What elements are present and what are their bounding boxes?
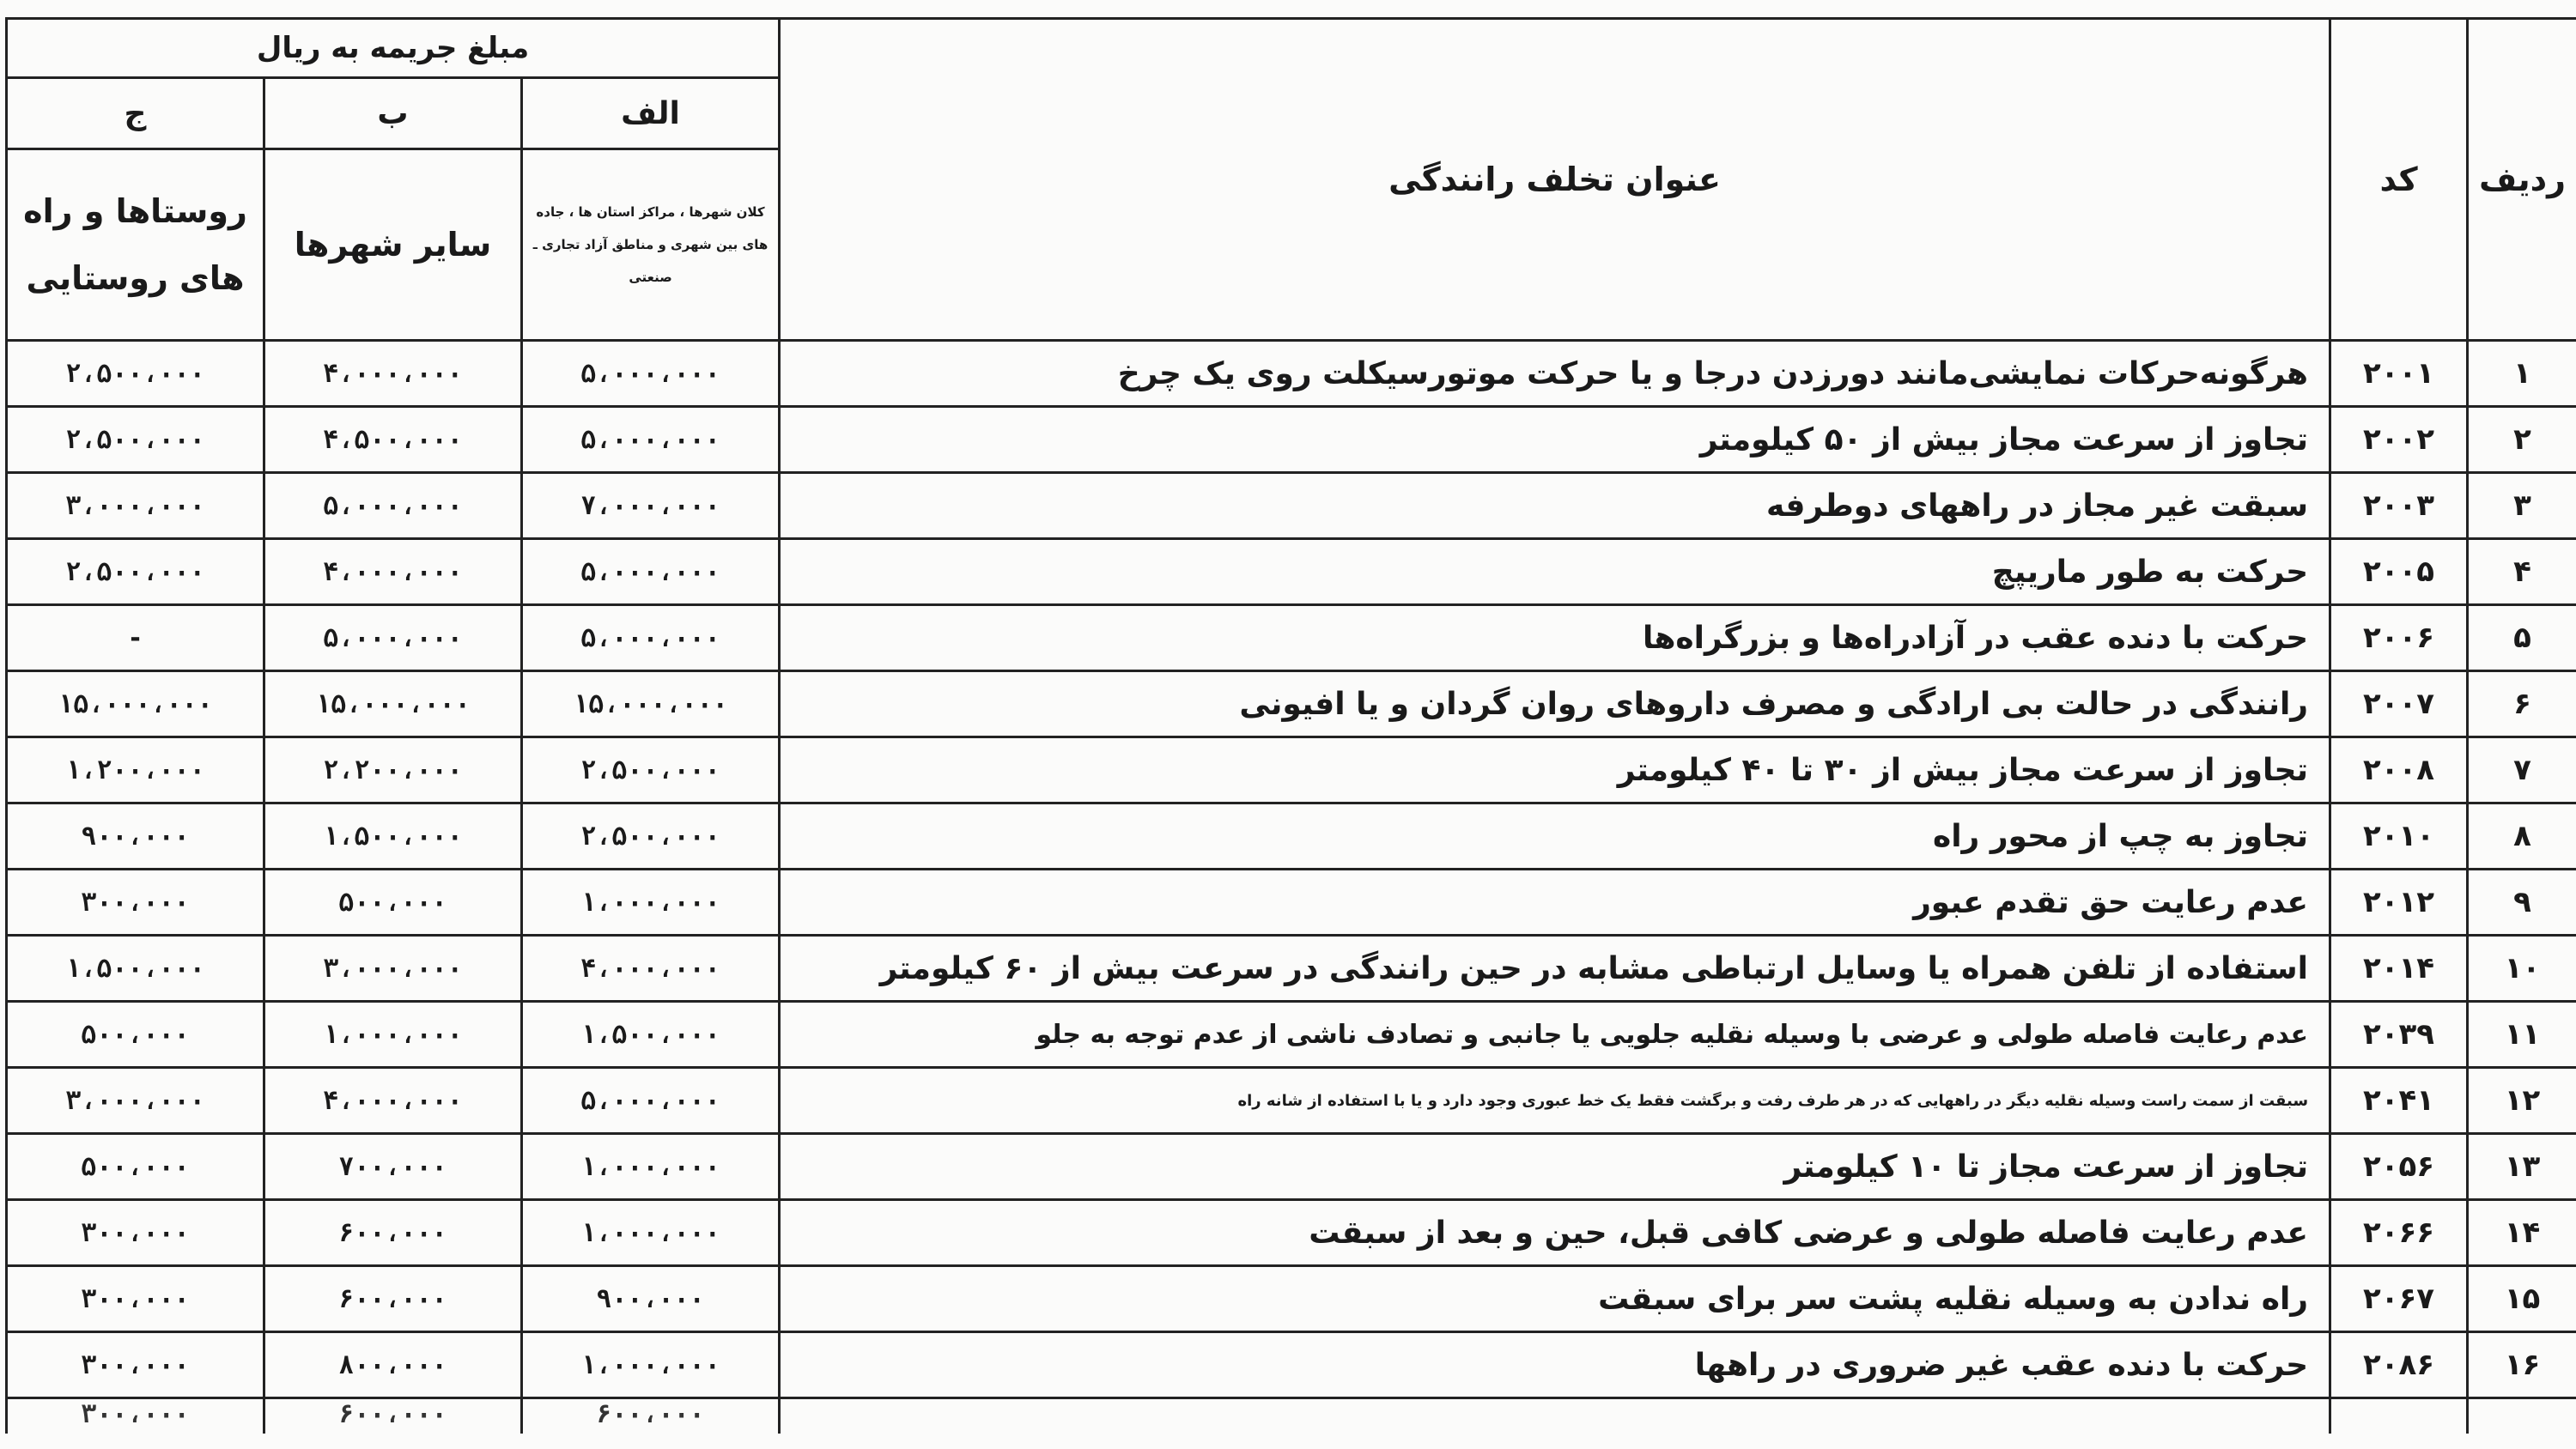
violation-title: تجاوز به چپ از محور راه	[780, 803, 2330, 870]
table-row	[7, 671, 2576, 737]
fine-zone-a: ۵،۰۰۰،۰۰۰	[522, 1068, 780, 1134]
fine-zone-c: ۲،۵۰۰،۰۰۰	[7, 407, 264, 473]
table-row	[7, 341, 2576, 407]
zone-c-letter: ج	[7, 78, 264, 149]
fine-zone-a: ۹۰۰،۰۰۰	[522, 1266, 780, 1332]
row-number: ۱۲	[2468, 1068, 2576, 1134]
violation-code: ۲۰۵۶	[2330, 1134, 2468, 1200]
fine-zone-b: ۴،۰۰۰،۰۰۰	[264, 341, 522, 407]
violation-title: هرگونه‌حرکات نمایشی‌مانند دورزدن درجا و یا حرکت موتورسیکلت روی یک چرخ	[780, 341, 2330, 407]
fine-zone-a: ۵،۰۰۰،۰۰۰	[522, 407, 780, 473]
row-number: ۷	[2468, 737, 2576, 803]
fine-zone-c: ۳۰۰،۰۰۰	[7, 1332, 264, 1398]
fine-zone-b: ۵،۰۰۰،۰۰۰	[264, 605, 522, 671]
row-number: ۱۰	[2468, 936, 2576, 1002]
row-number: ۱۱	[2468, 1002, 2576, 1068]
table-row	[7, 737, 2576, 803]
violation-code: ۲۰۰۲	[2330, 407, 2468, 473]
table-row	[7, 605, 2576, 671]
row-number: ۱۵	[2468, 1266, 2576, 1332]
fine-zone-a: ۲،۵۰۰،۰۰۰	[522, 803, 780, 870]
fine-zone-c: -	[7, 605, 264, 671]
zone-c-label: روستاها و راه های روستایی	[7, 149, 264, 341]
violation-code	[2330, 1398, 2468, 1434]
fine-zone-b: ۶۰۰،۰۰۰	[264, 1200, 522, 1266]
fine-zone-c: ۲،۵۰۰،۰۰۰	[7, 539, 264, 605]
row-number: ۶	[2468, 671, 2576, 737]
fine-zone-a: ۶۰۰،۰۰۰	[522, 1398, 780, 1434]
table-row	[7, 1200, 2576, 1266]
fine-zone-a: ۱،۰۰۰،۰۰۰	[522, 1200, 780, 1266]
violation-title: عدم رعایت فاصله طولی و عرضی کافی قبل، حین و بعد از سبقت	[780, 1200, 2330, 1266]
fine-zone-c: ۱۵،۰۰۰،۰۰۰	[7, 671, 264, 737]
fine-zone-a: ۲،۵۰۰،۰۰۰	[522, 737, 780, 803]
fine-zone-b: ۴،۵۰۰،۰۰۰	[264, 407, 522, 473]
fine-zone-c: ۵۰۰،۰۰۰	[7, 1134, 264, 1200]
fine-zone-a: ۵،۰۰۰،۰۰۰	[522, 341, 780, 407]
violation-title: رانندگی در حالت بی ارادگی و مصرف داروهای روان گردان و یا افیونی	[780, 671, 2330, 737]
fine-zone-c: ۳۰۰،۰۰۰	[7, 1398, 264, 1434]
fine-zone-b: ۷۰۰،۰۰۰	[264, 1134, 522, 1200]
amount-title: مبلغ جریمه به ریال	[7, 19, 780, 78]
table-row	[7, 539, 2576, 605]
fine-zone-c: ۱،۲۰۰،۰۰۰	[7, 737, 264, 803]
violation-title: سبقت از سمت راست وسیله نقلیه دیگر در راههایی که در هر طرف رفت و برگشت فقط یک خط عبوری وجود دارد و یا با استفاده از شانه راه	[780, 1068, 2330, 1134]
violation-code: ۲۰۰۱	[2330, 341, 2468, 407]
table-row	[7, 1002, 2576, 1068]
fine-zone-b: ۶۰۰،۰۰۰	[264, 1398, 522, 1434]
table-row	[7, 473, 2576, 539]
row-number: ۹	[2468, 870, 2576, 936]
row-number: ۱۳	[2468, 1134, 2576, 1200]
fine-zone-b: ۳،۰۰۰،۰۰۰	[264, 936, 522, 1002]
violation-title: سبقت غیر مجاز در راههای دوطرفه	[780, 473, 2330, 539]
violation-title: عدم رعایت حق تقدم عبور	[780, 870, 2330, 936]
violation-title	[780, 1398, 2330, 1434]
row-number: ۸	[2468, 803, 2576, 870]
fine-zone-c: ۳۰۰،۰۰۰	[7, 1200, 264, 1266]
violation-title-header: عنوان تخلف رانندگی	[780, 19, 2330, 341]
zone-b-label: سایر شهرها	[264, 149, 522, 341]
violation-title: راه ندادن به وسیله نقلیه پشت سر برای سبقت	[780, 1266, 2330, 1332]
row-number: ۳	[2468, 473, 2576, 539]
table-row-cut-off	[7, 1398, 2576, 1434]
violation-title: استفاده از تلفن همراه یا وسایل ارتباطی مشابه در حین رانندگی در سرعت بیش از ۶۰ کیلومتر	[780, 936, 2330, 1002]
row-number: ۱۴	[2468, 1200, 2576, 1266]
violation-code: ۲۰۱۰	[2330, 803, 2468, 870]
violation-code: ۲۰۴۱	[2330, 1068, 2468, 1134]
header-row-amount	[7, 19, 2576, 78]
fine-zone-a: ۱،۰۰۰،۰۰۰	[522, 1332, 780, 1398]
table-row	[7, 1134, 2576, 1200]
fine-zone-b: ۱،۵۰۰،۰۰۰	[264, 803, 522, 870]
fine-zone-c: ۳۰۰،۰۰۰	[7, 1266, 264, 1332]
row-number	[2468, 1398, 2576, 1434]
fine-zone-b: ۴،۰۰۰،۰۰۰	[264, 1068, 522, 1134]
violation-title: حرکت به طور ماریپچ	[780, 539, 2330, 605]
zone-a-label: کلان شهرها ، مراکز استان ها ، جاده های بین شهری و مناطق آزاد تجاری ـ صنعتی	[522, 149, 780, 341]
row-number: ۱	[2468, 341, 2576, 407]
fine-zone-a: ۱،۵۰۰،۰۰۰	[522, 1002, 780, 1068]
violation-title: حرکت با دنده عقب در آزادراه‌ها و بزرگراه‌ها	[780, 605, 2330, 671]
fine-zone-b: ۵۰۰،۰۰۰	[264, 870, 522, 936]
fine-zone-c: ۳۰۰،۰۰۰	[7, 870, 264, 936]
fines-table	[5, 17, 2576, 1434]
fine-zone-a: ۵،۰۰۰،۰۰۰	[522, 605, 780, 671]
row-number: ۲	[2468, 407, 2576, 473]
fine-zone-a: ۱،۰۰۰،۰۰۰	[522, 870, 780, 936]
violation-code: ۲۰۶۷	[2330, 1266, 2468, 1332]
violation-title: تجاوز از سرعت مجاز بیش از ۳۰ تا ۴۰ کیلومتر	[780, 737, 2330, 803]
row-number: ۱۶	[2468, 1332, 2576, 1398]
row-number: ۴	[2468, 539, 2576, 605]
zone-b-letter: ب	[264, 78, 522, 149]
violation-code: ۲۰۸۶	[2330, 1332, 2468, 1398]
violation-title: تجاوز از سرعت مجاز تا ۱۰ کیلومتر	[780, 1134, 2330, 1200]
fine-zone-b: ۵،۰۰۰،۰۰۰	[264, 473, 522, 539]
violation-code: ۲۰۰۶	[2330, 605, 2468, 671]
fine-zone-b: ۸۰۰،۰۰۰	[264, 1332, 522, 1398]
violation-title: تجاوز از سرعت مجاز بیش از ۵۰ کیلومتر	[780, 407, 2330, 473]
code-header: کد	[2330, 19, 2468, 341]
fine-zone-a: ۱۵،۰۰۰،۰۰۰	[522, 671, 780, 737]
fine-zone-a: ۵،۰۰۰،۰۰۰	[522, 539, 780, 605]
fine-zone-c: ۳،۰۰۰،۰۰۰	[7, 473, 264, 539]
table-row	[7, 870, 2576, 936]
fine-zone-a: ۷،۰۰۰،۰۰۰	[522, 473, 780, 539]
table-row	[7, 407, 2576, 473]
violation-title: عدم رعایت فاصله طولی و عرضی با وسیله نقلیه جلویی یا جانبی و تصادف ناشی از عدم توجه به جلو	[780, 1002, 2330, 1068]
fine-zone-b: ۴،۰۰۰،۰۰۰	[264, 539, 522, 605]
table-row	[7, 936, 2576, 1002]
fine-zone-c: ۲،۵۰۰،۰۰۰	[7, 341, 264, 407]
violation-code: ۲۰۶۶	[2330, 1200, 2468, 1266]
zone-a-letter: الف	[522, 78, 780, 149]
violation-code: ۲۰۳۹	[2330, 1002, 2468, 1068]
table-row	[7, 803, 2576, 870]
fine-zone-b: ۱،۰۰۰،۰۰۰	[264, 1002, 522, 1068]
table-row	[7, 1266, 2576, 1332]
violation-code: ۲۰۱۴	[2330, 936, 2468, 1002]
violation-code: ۲۰۰۳	[2330, 473, 2468, 539]
fine-zone-c: ۹۰۰،۰۰۰	[7, 803, 264, 870]
fine-zone-a: ۱،۰۰۰،۰۰۰	[522, 1134, 780, 1200]
row-number-header: ردیف	[2468, 19, 2576, 341]
fine-zone-c: ۳،۰۰۰،۰۰۰	[7, 1068, 264, 1134]
violation-code: ۲۰۱۲	[2330, 870, 2468, 936]
fine-zone-b: ۱۵،۰۰۰،۰۰۰	[264, 671, 522, 737]
row-number: ۵	[2468, 605, 2576, 671]
fine-zone-c: ۱،۵۰۰،۰۰۰	[7, 936, 264, 1002]
fine-zone-c: ۵۰۰،۰۰۰	[7, 1002, 264, 1068]
fine-zone-b: ۶۰۰،۰۰۰	[264, 1266, 522, 1332]
violation-code: ۲۰۰۷	[2330, 671, 2468, 737]
fine-zone-a: ۴،۰۰۰،۰۰۰	[522, 936, 780, 1002]
fine-zone-b: ۲،۲۰۰،۰۰۰	[264, 737, 522, 803]
violation-title: حرکت با دنده عقب غیر ضروری در راهها	[780, 1332, 2330, 1398]
violation-code: ۲۰۰۸	[2330, 737, 2468, 803]
violation-code: ۲۰۰۵	[2330, 539, 2468, 605]
table-row	[7, 1068, 2576, 1134]
table-row	[7, 1332, 2576, 1398]
